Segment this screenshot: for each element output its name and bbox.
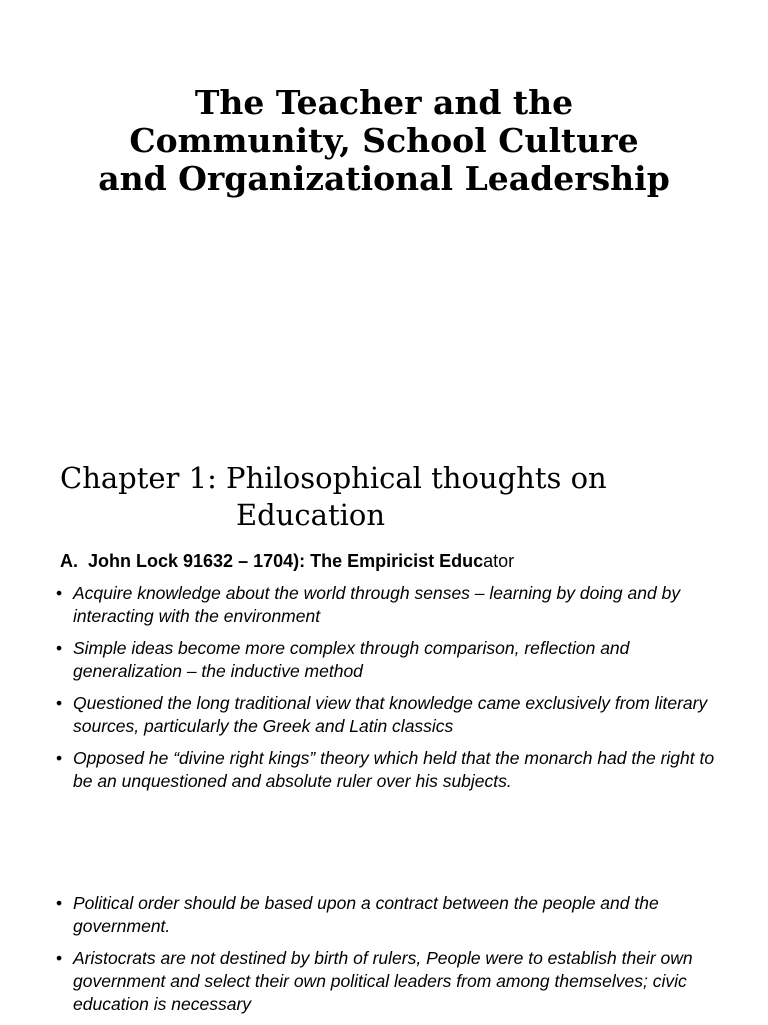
section-heading-normal: ator (483, 551, 515, 571)
list-item (56, 637, 736, 683)
bullet-text: Simple ideas become more complex through comparison, reflection and generalization – the inductive method (73, 638, 630, 681)
bullet-icon: • (56, 638, 63, 658)
bullet-text: Political order should be based upon a contract between the people and the government. (73, 893, 659, 936)
bullet-icon: • (56, 583, 63, 603)
section-heading (60, 549, 740, 573)
list-item (56, 692, 736, 738)
title-line-2: Community, School Culture (129, 121, 639, 160)
bullet-text: Aristocrats are not destined by birth of rulers, People were to establish their own government and select their own political leaders from among themselves; civic education is necessary (73, 948, 693, 1014)
bullet-icon: • (56, 893, 63, 913)
chapter-heading-line-2: Education (236, 498, 386, 532)
bullet-text: Acquire knowledge about the world through senses – learning by doing and by interacting with the environment (73, 583, 681, 626)
bullet-icon: • (56, 948, 63, 968)
list-item (56, 747, 736, 793)
bullet-list-2 (56, 892, 736, 1025)
list-item (56, 947, 736, 1016)
bullet-text: Opposed he “divine right kings” theory which held that the monarch had the right to be an unquestioned and absolute ruler over his subjects. (73, 748, 715, 791)
section-heading-bold: John Lock 91632 – 1704): The Empiricist Educ (88, 551, 484, 571)
chapter-heading (60, 460, 730, 534)
title-line-1: The Teacher and the (194, 83, 574, 122)
title-line-3: and Organizational Leadership (98, 159, 670, 198)
chapter-heading-line-1: Chapter 1: Philosophical thoughts on (60, 461, 607, 495)
document-title (40, 84, 728, 198)
list-item (56, 582, 736, 628)
bullet-icon: • (56, 748, 63, 768)
bullet-icon: • (56, 693, 63, 713)
bullet-list-1 (56, 582, 736, 802)
list-item (56, 892, 736, 938)
section-letter: A. (60, 551, 78, 571)
bullet-text: Questioned the long traditional view that knowledge came exclusively from literary sources, particularly the Greek and Latin classics (73, 693, 708, 736)
